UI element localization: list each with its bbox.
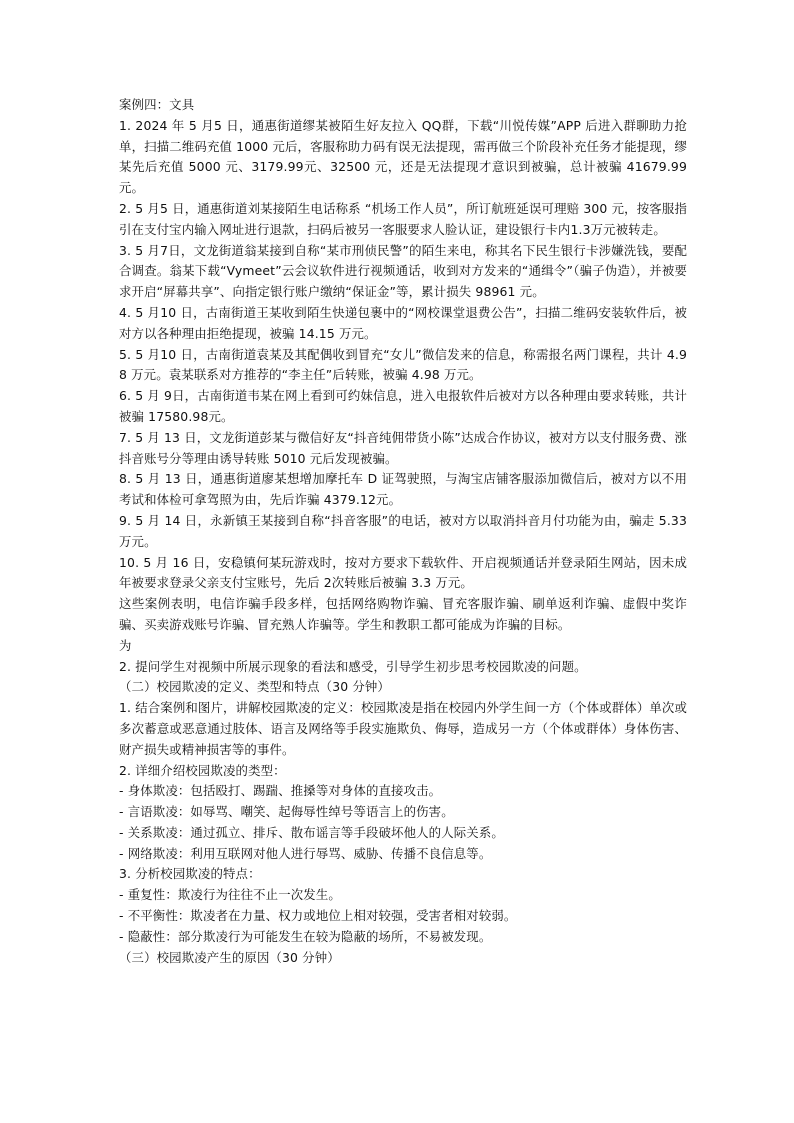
type-item: - 关系欺凌：通过孤立、排斥、散布谣言等手段破坏他人的人际关系。: [119, 824, 504, 840]
trait-item: - 隐蔽性：部分欺凌行为可能发生在较为隐蔽的场所，不易被发现。: [119, 928, 492, 944]
trait-item: - 不平衡性：欺凌者在力量、权力或地位上相对较强，受害者相对较弱。: [119, 908, 517, 924]
case-item-1: 1. 2024 年 5 月5 日，通惠街道缪某被陌生好友拉入 QQ群，下载“川悦传媒”APP 后进入群聊助力抢单，扫描二维码充值 1000 元后，客服称助力码有误无法提现，需再做三个阶段补充任务才能提现，缪某先后充值 5000 元、3179.99元、32500 元，还是无法提现才意识到被骗，总计被骗 41679.99元。: [119, 117, 687, 196]
type-item: - 网络欺凌：利用互联网对他人进行辱骂、威胁、传播不良信息等。: [119, 845, 492, 861]
case-item-9: 9. 5 月 14 日，永新镇王某接到自称“抖音客服”的电话，被对方以取消抖音月付功能为由，骗走 5.33 万元。: [119, 512, 687, 549]
case-item-2: 2. 5 月5 日，通惠街道刘某接陌生电话称系 “机场工作人员”，所订航班延误可理赔 300 元，按客服指引在支付宝内输入网址进行退款，扫码后被另一客服要求人脸认证，建设银行卡内1.3万元被转走。: [119, 200, 687, 237]
summary-paragraph: 这些案例表明，电信诈骗手段多样，包括网络购物诈骗、冒充客服诈骗、刷单返利诈骗、虚假中奖诈骗、买卖游戏账号诈骗、冒充熟人诈骗等。学生和教职工都可能成为诈骗的目标。: [119, 596, 687, 632]
case-item-4: 4. 5 月10 日，古南街道王某收到陌生快递包裹中的“网校课堂退费公告”，扫描二维码安装软件后，被对方以各种理由拒绝提现，被骗 14.15 万元。: [119, 304, 687, 341]
step-2-paragraph: 2. 提问学生对视频中所展示现象的看法和感受，引导学生初步思考校园欺凌的问题。: [119, 658, 587, 674]
type-item: - 身体欺凌：包括殴打、踢踹、推搡等对身体的直接攻击。: [119, 783, 442, 799]
case-item-3: 3. 5 月7日，文龙街道翁某接到自称“某市刑侦民警”的陌生来电，称其名下民生银行卡涉嫌洗钱，要配合调查。翁某下载“Vymeet”云会议软件进行视频通话，收到对方发来的“通缉令”（骗子伪造），并被要求开启“屏幕共享”、向指定银行账户缴纳“保证金”等，累计损失 98961 元。: [119, 242, 687, 300]
case-heading: 案例四：文具: [119, 97, 195, 112]
section-3-title: （三）校园欺凌产生的原因（30 分钟）: [119, 949, 340, 965]
case-item-10: 10. 5 月 16 日，安稳镇何某玩游戏时，按对方要求下载软件、开启视频通话并登录陌生网站，因未成年被要求登录父亲支付宝账号，先后 2次转账后被骗 3.3 万元。: [119, 554, 687, 591]
types-title: 2. 详细介绍校园欺凌的类型：: [119, 762, 286, 778]
section-2-title: （二）校园欺凌的定义、类型和特点（30 分钟）: [119, 679, 390, 695]
trait-item: - 重复性：欺凌行为往往不止一次发生。: [119, 887, 341, 903]
case-item-6: 6. 5 月 9日，古南街道韦某在网上看到可约妹信息，进入电报软件后被对方以各种理由要求转账，共计被骗 17580.98元。: [119, 388, 687, 424]
traits-title: 3. 分析校园欺凌的特点：: [119, 866, 261, 882]
document-page: [119, 95, 687, 968]
case-item-5: 5. 5 月10 日，古南街道袁某及其配偶收到冒充“女儿”微信发来的信息，称需报名两门课程，共计 4.98 万元。袁某联系对方推荐的“李主任”后转账，被骗 4.98 万元。: [119, 346, 687, 383]
case-item-7: 7. 5 月 13 日，文龙街道彭某与微信好友“抖音纯佣带货小陈”达成合作协议，被对方以支付服务费、涨抖音账号分等理由诱导转账 5010 元后发现被骗。: [119, 429, 687, 466]
definition-paragraph: 1. 结合案例和图片，讲解校园欺凌的定义：校园欺凌是指在校园内外学生间一方（个体或群体）单次或多次蓄意或恶意通过肢体、语言及网络等手段实施欺负、侮辱，造成另一方（个体或群体）身体伤害、财产损失或精神损害等的事件。: [119, 700, 687, 757]
stray-char: 为: [119, 637, 132, 653]
type-item: - 言语欺凌：如辱骂、嘲笑、起侮辱性绰号等语言上的伤害。: [119, 804, 454, 820]
case-item-8: 8. 5 月 13 日，通惠街道廖某想增加摩托车 D 证驾驶照，与淘宝店铺客服添加微信后，被对方以不用考试和体检可拿驾照为由，先后诈骗 4379.12元。: [119, 471, 687, 508]
